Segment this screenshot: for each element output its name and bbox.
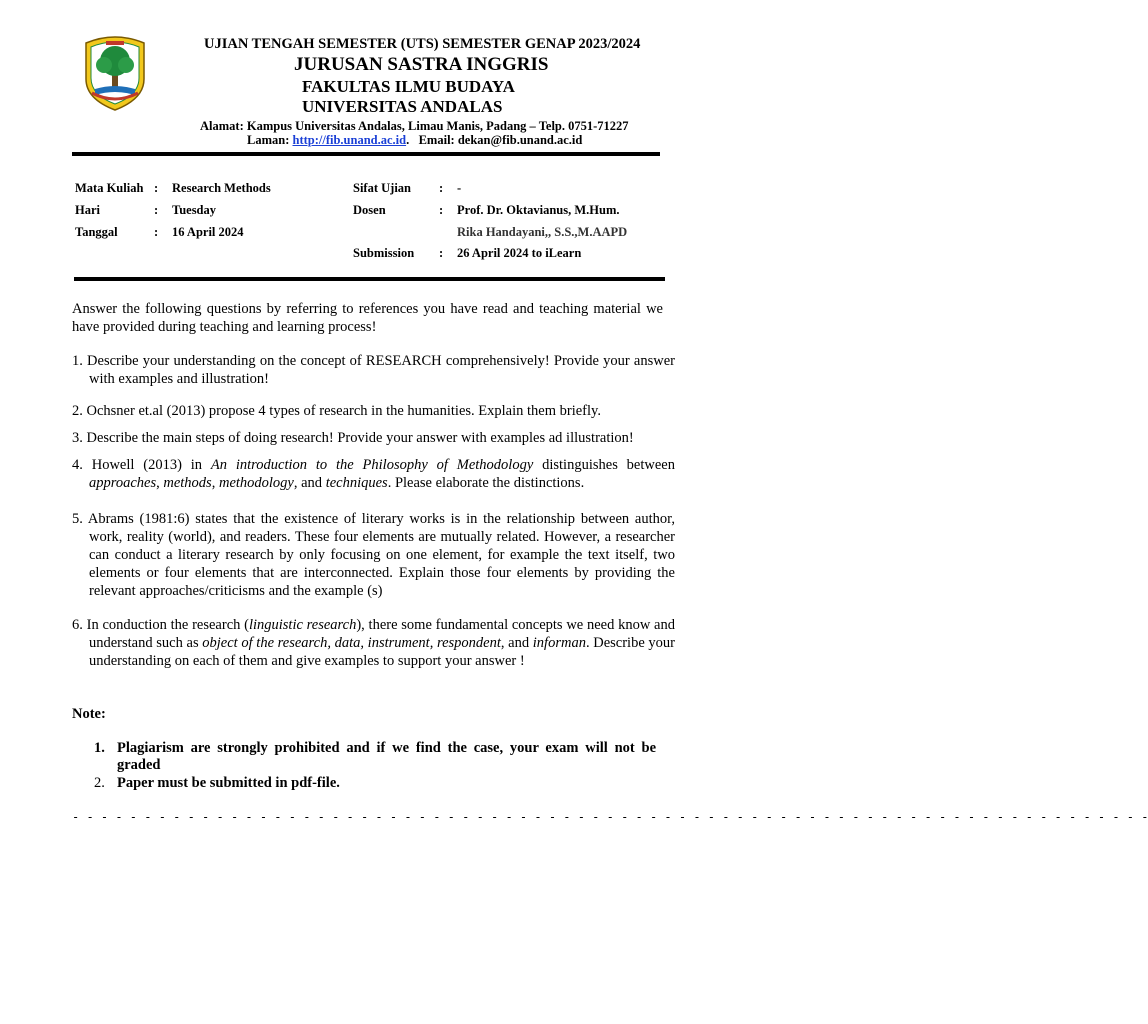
submission-value: 26 April 2024 to iLearn: [457, 246, 582, 260]
university-logo: [82, 33, 148, 111]
department-name: JURUSAN SASTRA INGGRIS: [294, 54, 549, 75]
course-value: Research Methods: [172, 181, 271, 195]
day-value: Tuesday: [172, 203, 217, 217]
email-text: Email: dekan@fib.unand.ac.id: [418, 133, 583, 147]
question-4: 4. Howell (2013) in An introduction to the Philosophy of Methodology distinguishes between approaches, methods, methodology, and techniques. Please elaborate the distinctions.: [72, 457, 675, 491]
colon: :: [439, 181, 444, 195]
book-title: An introduction to the Philosophy of Methodology: [210, 457, 534, 473]
note-item-2-number: 2.: [94, 775, 105, 791]
colon: :: [154, 181, 159, 195]
colon: :: [154, 203, 159, 217]
lecturer-label: Dosen: [353, 203, 386, 217]
question-3: 3. Describe the main steps of doing research! Provide your answer with examples ad illustration!: [72, 430, 634, 446]
exam-type-value: -: [457, 181, 462, 195]
exam-title: UJIAN TENGAH SEMESTER (UTS) SEMESTER GENAP 2023/2024: [204, 36, 641, 52]
dashed-divider: - - - - - - - - - - - - - - - - - - - - - - - - - - - - - - - - - - - - - - - - - - - - - - - - - - - - - - - - - - - - - - - - - - - - - - - - - - -: [72, 810, 1148, 824]
lecturer-1: Prof. Dr. Oktavianus, M.Hum.: [457, 203, 620, 217]
colon: :: [439, 246, 444, 260]
laman-label: Laman:: [247, 133, 290, 147]
note-item-1-number: 1.: [94, 740, 105, 756]
info-divider: [74, 277, 665, 281]
note-title: Note:: [72, 706, 106, 722]
question-2: 2. Ochsner et.al (2013) propose 4 types of research in the humanities. Explain them briefly.: [72, 403, 601, 419]
note-item-1: Plagiarism are strongly prohibited and if we find the case, your exam will not be graded: [117, 740, 656, 773]
intro-paragraph: Answer the following questions by referring to references you have read and teaching material we have provided during teaching and learning process!: [72, 301, 663, 335]
university-emblem-icon: [82, 33, 148, 111]
note-item-2: Paper must be submitted in pdf-file.: [117, 775, 340, 791]
exam-type-label: Sifat Ujian: [353, 181, 411, 195]
question-1: 1. Describe your understanding on the concept of RESEARCH comprehensively! Provide your answer with examples and illustration!: [72, 353, 675, 387]
lecturer-2: Rika Handayani,, S.S.,M.AAPD: [457, 225, 628, 239]
date-label: Tanggal: [75, 225, 118, 239]
website-link[interactable]: http://fib.unand.ac.id: [292, 133, 407, 147]
question-5: 5. Abrams (1981:6) states that the existence of literary works is in the relationship between author, work, reality (world), and readers. These four elements are mutually related. However, a researcher can conduct a literary research by only focusing on one element, for example the text itself, two elements or four elements that are interconnected. Explain those four elements by providing the relevant approaches/criticisms and the example (s): [72, 511, 675, 599]
day-label: Hari: [75, 203, 100, 217]
colon: :: [154, 225, 159, 239]
faculty-name: FAKULTAS ILMU BUDAYA: [302, 77, 515, 96]
university-name: UNIVERSITAS ANDALAS: [302, 97, 503, 116]
address-line: Alamat: Kampus Universitas Andalas, Limau Manis, Padang – Telp. 0751-71227: [200, 119, 629, 133]
header-divider: [72, 152, 660, 156]
colon: :: [439, 203, 444, 217]
date-value: 16 April 2024: [172, 225, 244, 239]
contact-line: Laman: http://fib.unand.ac.id. Email: dekan@fib.unand.ac.id: [247, 133, 583, 147]
submission-label: Submission: [353, 246, 415, 260]
question-6: 6. In conduction the research (linguistic research), there some fundamental concepts we need know and understand such as object of the research, data, instrument, respondent, and informan. Describe your understanding on each of them and give examples to support your answer !: [72, 617, 676, 669]
course-label: Mata Kuliah: [75, 181, 144, 195]
